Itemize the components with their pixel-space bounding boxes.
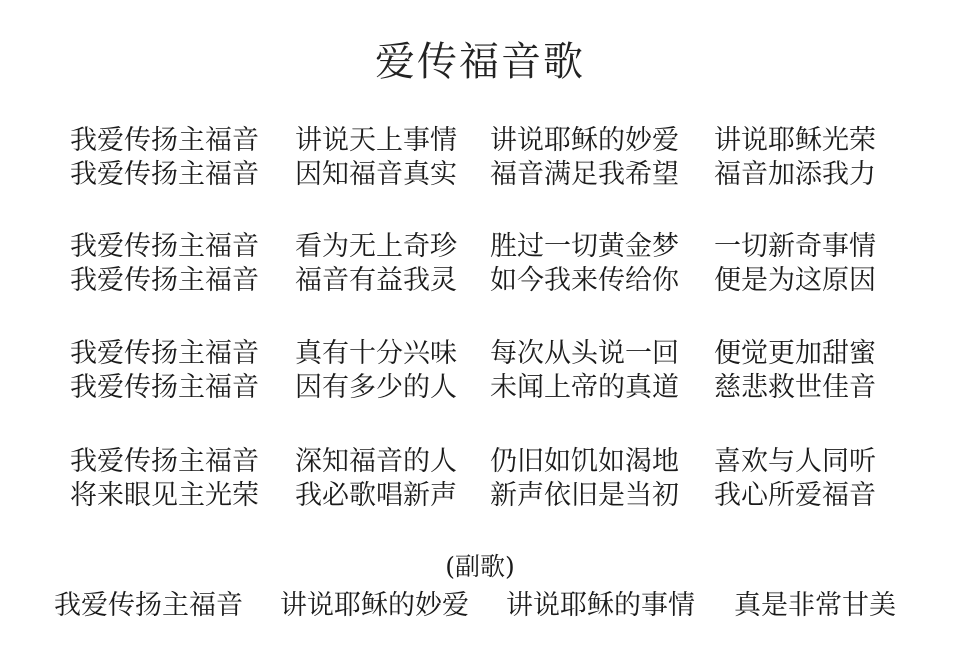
lyric-line <box>70 445 900 479</box>
lyric-phrase: 胜过一切黄金梦 <box>490 231 679 262</box>
lyric-phrase: 因知福音真实 <box>295 159 457 190</box>
lyric-phrase: 我必歌唱新声 <box>295 480 457 511</box>
lyric-phrase: 真是非常甘美 <box>734 590 896 621</box>
lyric-phrase: 看为无上奇珍 <box>295 231 457 262</box>
lyric-phrase: 便觉更加甜蜜 <box>714 338 876 369</box>
lyric-line <box>70 337 900 371</box>
lyric-phrase: 每次从头说一回 <box>490 338 679 369</box>
lyric-phrase: 未闻上帝的真道 <box>490 372 679 403</box>
lyric-phrase: 真有十分兴味 <box>295 338 457 369</box>
lyric-phrase: 深知福音的人 <box>295 446 457 477</box>
lyric-phrase: 我爱传扬主福音 <box>70 446 259 477</box>
lyric-phrase: 一切新奇事情 <box>714 231 876 262</box>
lyric-phrase: 我爱传扬主福音 <box>70 265 259 296</box>
lyric-phrase: 便是为这原因 <box>714 265 876 296</box>
lyric-phrase: 讲说耶稣的事情 <box>506 590 695 621</box>
stanza-3 <box>70 337 900 405</box>
lyric-phrase: 我爱传扬主福音 <box>70 159 259 190</box>
stanza-4 <box>70 445 900 513</box>
lyric-line <box>70 264 900 298</box>
lyric-phrase: 新声依旧是当初 <box>490 480 679 511</box>
lyric-phrase: 讲说耶稣的妙爱 <box>490 125 679 156</box>
lyric-phrase: 我爱传扬主福音 <box>70 338 259 369</box>
lyric-phrase: 我爱传扬主福音 <box>54 590 243 621</box>
lyric-phrase: 慈悲救世佳音 <box>714 372 876 403</box>
lyric-phrase: 因有多少的人 <box>295 372 457 403</box>
lyric-phrase: 福音加添我力 <box>714 159 876 190</box>
lyric-phrase: 我爱传扬主福音 <box>70 372 259 403</box>
lyric-line <box>70 230 900 264</box>
lyric-phrase: 喜欢与人同听 <box>714 446 876 477</box>
lyric-line <box>70 371 900 405</box>
lyric-line <box>70 479 900 513</box>
lyric-phrase: 我心所爱福音 <box>714 480 876 511</box>
stanza-2 <box>70 230 900 298</box>
song-title: 爱传福音歌 <box>375 39 585 85</box>
lyric-phrase: 我爱传扬主福音 <box>70 231 259 262</box>
stanza-1 <box>70 124 900 192</box>
lyric-phrase: 讲说耶稣的妙爱 <box>280 590 469 621</box>
chorus-label: (副歌) <box>445 552 515 581</box>
lyric-phrase: 仍旧如饥如渴地 <box>490 446 679 477</box>
lyric-phrase: 如今我来传给你 <box>490 265 679 296</box>
lyric-phrase: 福音满足我希望 <box>490 159 679 190</box>
lyric-line <box>70 124 900 158</box>
lyric-phrase: 讲说耶稣光荣 <box>714 125 876 156</box>
lyric-phrase: 福音有益我灵 <box>295 265 457 296</box>
lyric-line <box>70 158 900 192</box>
lyric-phrase: 我爱传扬主福音 <box>70 125 259 156</box>
lyric-phrase: 将来眼见主光荣 <box>70 480 259 511</box>
chorus-line <box>54 588 924 624</box>
lyric-phrase: 讲说天上事情 <box>295 125 457 156</box>
